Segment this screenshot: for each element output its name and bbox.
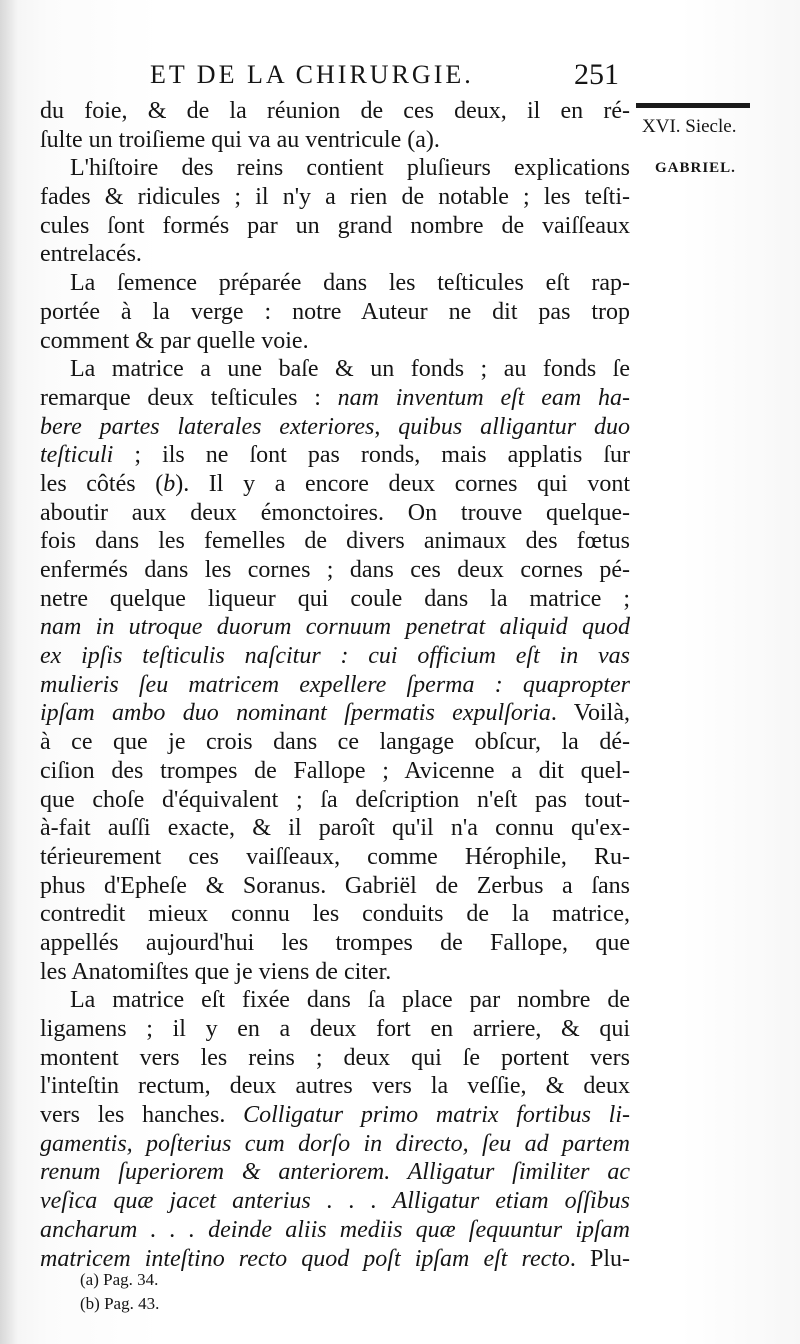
- text-segment: La matrice a une baſe & un fonds ; au fonds ſe: [70, 356, 630, 383]
- text-line: [40, 1187, 630, 1216]
- latin-quote: nam in utroque duorum cornuum penetrat aliquid quod: [40, 614, 630, 641]
- page-number: 251: [574, 58, 619, 91]
- latin-quote: veſica quæ jacet anterius . . . Alligatur etiam oſſibus: [40, 1188, 630, 1215]
- text-segment: que choſe d'équivalent ; ſa deſcription n'eſt pas tout-: [40, 786, 630, 813]
- text-line: [40, 1015, 630, 1044]
- text-line: [40, 1072, 630, 1101]
- body-text: [40, 97, 630, 1273]
- text-line: [40, 355, 630, 384]
- text-line: [40, 786, 630, 815]
- text-segment: térieurement ces vaiſſeaux, comme Hérophile, Ru-: [40, 843, 630, 870]
- text-line: [40, 527, 630, 556]
- text-segment: appellés aujourd'hui les trompes de Fallope, que: [40, 929, 630, 956]
- text-line: [40, 556, 630, 585]
- text-segment: fois dans les femelles de divers animaux des fœtus: [40, 528, 630, 555]
- text-segment: remarque deux teſticules :: [40, 384, 338, 411]
- text-line: [40, 441, 630, 470]
- text-segment: enfermés dans les cornes ; dans ces deux cornes pé-: [40, 557, 630, 583]
- text-line: [40, 958, 630, 987]
- text-line: [40, 929, 630, 958]
- text-line: [40, 240, 630, 269]
- latin-quote: gamentis, poſterius cum dorſo in directo, ſeu ad partem: [40, 1130, 630, 1157]
- text-line: [40, 327, 630, 356]
- running-title: ET DE LA CHIRURGIE.: [150, 60, 474, 89]
- text-line: [40, 728, 630, 757]
- text-segment: aboutir aux deux émonctoires. On trouve quelque-: [40, 499, 630, 526]
- text-line: [40, 298, 630, 327]
- text-segment: La matrice eſt fixée dans ſa place par nombre de: [70, 987, 630, 1014]
- text-line: [40, 384, 630, 413]
- text-segment: . Voilà,: [550, 700, 630, 727]
- text-line: [40, 470, 630, 499]
- text-line: [40, 814, 630, 843]
- text-line: [40, 585, 630, 614]
- latin-quote: teſticuli: [40, 442, 114, 469]
- text-segment: entrelacés.: [40, 241, 142, 268]
- text-segment: à-fait auſſi exacte, & il paroît qu'il n'a connu qu'ex-: [40, 815, 630, 842]
- text-line: [40, 1101, 630, 1130]
- latin-quote: renum ſuperiorem & anteriorem. Alligatur ſimiliter ac: [40, 1159, 630, 1186]
- latin-quote: bere partes laterales exteriores: [40, 413, 375, 440]
- footnote-text: Pag. 43.: [104, 1294, 160, 1313]
- text-segment: ſulte un troiſieme qui va au ventricule (a).: [40, 126, 440, 153]
- text-line: [40, 1216, 630, 1245]
- text-line: [40, 183, 630, 212]
- footnote: [80, 1292, 159, 1316]
- latin-quote: quibus alligantur duo: [398, 413, 630, 440]
- text-segment: ). Il y a encore deux cornes qui vont: [175, 470, 630, 497]
- text-line: [40, 1130, 630, 1159]
- text-line: [40, 900, 630, 929]
- text-segment: ligamens ; il y en a deux fort en arriere, & qui: [40, 1016, 630, 1042]
- text-segment: fades & ridicules ; il n'y a rien de notable ; les teſti-: [40, 184, 630, 211]
- text-segment: La ſemence préparée dans les teſticules eſt rap-: [70, 270, 630, 297]
- text-segment: ; ils ne ſont pas ronds, mais applatis ſur: [113, 442, 630, 469]
- text-line: [40, 872, 630, 901]
- text-segment: . Plu-: [569, 1245, 630, 1272]
- margin-note-century: XVI. Siecle.: [642, 116, 737, 137]
- text-segment: portée à la verge : notre Auteur ne dit pas trop: [40, 298, 630, 325]
- text-line: [40, 757, 630, 786]
- text-line: [40, 843, 630, 872]
- footnote-text: Pag. 34.: [103, 1270, 159, 1289]
- text-line: [40, 126, 630, 155]
- text-line: [40, 413, 630, 442]
- text-line: [40, 212, 630, 241]
- footnote-mark: (b): [80, 1294, 100, 1313]
- text-segment: ciſion des trompes de Fallope ; Avicenne a dit quel-: [40, 757, 630, 784]
- text-line: [40, 269, 630, 298]
- text-line: [40, 499, 630, 528]
- text-segment: phus d'Epheſe & Soranus. Gabriël de Zerbus a ſans: [40, 872, 630, 899]
- latin-quote: b: [163, 470, 176, 497]
- text-line: [40, 986, 630, 1015]
- text-segment: L'hiſtoire des reins contient pluſieurs explications: [70, 155, 630, 182]
- footnote-mark: (a): [80, 1270, 99, 1289]
- latin-quote: Colligatur primo matrix fortibus li-: [243, 1102, 630, 1129]
- footnotes: [80, 1268, 159, 1316]
- text-segment: ,: [374, 413, 399, 440]
- footnote: [80, 1268, 159, 1292]
- text-line: [40, 671, 630, 700]
- text-segment: cules ſont formés par un grand nombre de vaiſſeaux: [40, 212, 630, 239]
- text-line: [40, 154, 630, 183]
- text-line: [40, 1158, 630, 1187]
- latin-quote: ex ipſis teſticulis naſcitur : cui officium eſt in vas: [40, 643, 630, 670]
- text-line: [40, 613, 630, 642]
- text-segment: l'inteſtin rectum, deux autres vers la veſſie, & deux: [40, 1073, 630, 1100]
- text-line: [40, 1044, 630, 1073]
- text-segment: vers les hanches.: [40, 1102, 244, 1129]
- text-line: [40, 699, 630, 728]
- text-line: [40, 97, 630, 126]
- text-segment: les côtés (: [40, 470, 164, 497]
- text-line: [40, 642, 630, 671]
- latin-quote: nam inventum eſt eam ha-: [337, 384, 630, 411]
- text-segment: netre quelque liqueur qui coule dans la matrice ;: [40, 585, 630, 612]
- latin-quote: ipſam ambo duo nominant ſpermatis expulſoria: [40, 700, 551, 727]
- margin-rule: [636, 103, 750, 108]
- text-segment: à ce que je crois dans ce langage obſcur, la dé-: [40, 729, 630, 756]
- text-segment: comment & par quelle voie.: [40, 327, 309, 354]
- margin-note-author: GABRIEL.: [655, 160, 736, 176]
- text-segment: contredit mieux connu les conduits de la matrice,: [40, 901, 630, 928]
- latin-quote: ancharum . . . deinde aliis mediis quæ ſequuntur ipſam: [40, 1216, 630, 1243]
- text-segment: du foie, & de la réunion de ces deux, il en ré-: [40, 98, 630, 124]
- gutter-shadow: [0, 0, 18, 1344]
- text-segment: les Anatomiſtes que je viens de citer.: [40, 958, 392, 985]
- text-segment: montent vers les reins ; deux qui ſe portent vers: [40, 1044, 630, 1071]
- latin-quote: mulieris ſeu matricem expellere ſperma : quapropter: [40, 671, 630, 698]
- latin-quote: matricem inteſtino recto quod poſt ipſam eſt recto: [40, 1245, 570, 1272]
